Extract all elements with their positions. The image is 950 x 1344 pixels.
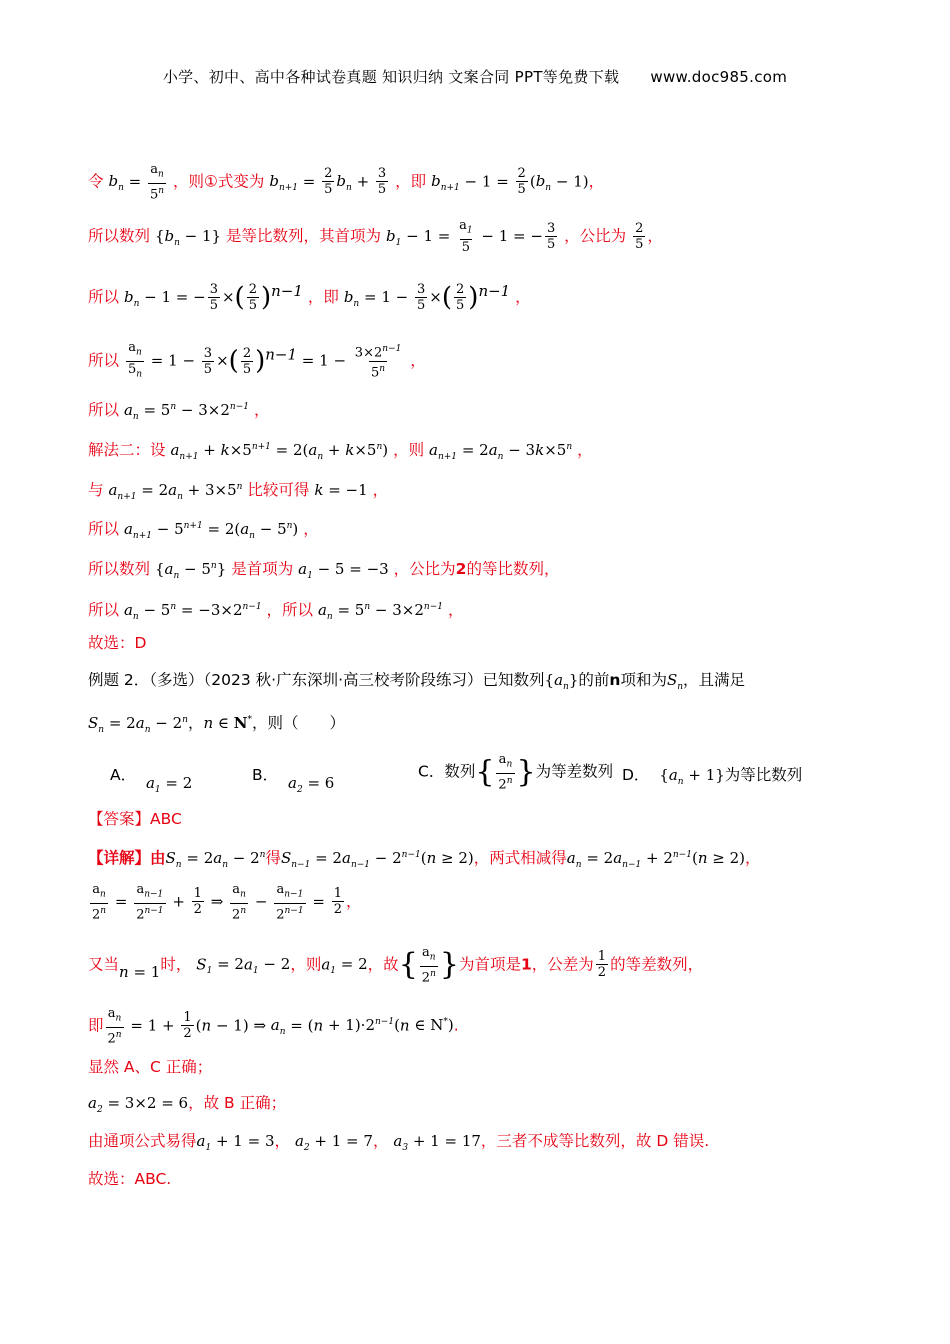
text: ，则 <box>393 441 425 459</box>
text: 【详解】由 <box>88 849 166 867</box>
text: ， <box>372 481 389 499</box>
text: 所以 <box>88 401 120 419</box>
header-title: 小学、初中、高中各种试卷真题 知识归纳 文案合同 PPT等免费下载 <box>162 68 620 86</box>
solution-line-1: 令 $b_n$ = $\frac{a_n}{5^n}$ ，则①式变为 $b_{n+1}$ = $\frac{2}{5}$ $b_n$ + $\frac{3}{5}$ ，即 $b_{n+1} - 1$ = $\frac{2}{5}$ $(b_n - 1)$， <box>88 162 605 202</box>
text: ，两式相减得 <box>473 849 567 867</box>
detail-line-3: 又当n = 1时， $S_1 = 2a_1 - 2$，则$a_1 = 2$，故{ $\frac{a_n}{2^n}$ }为首项是1，公差为 $\frac{1}{2}$ 的等差数列， <box>88 945 704 985</box>
text: ， <box>372 1132 389 1150</box>
text: 又当 <box>88 955 120 974</box>
text: ， <box>647 226 663 245</box>
text: ，则①式变为 <box>172 172 265 191</box>
text: 由通项公式易得 <box>88 1132 197 1150</box>
solution-line-8: 所以 $a_{n+1} - 5^{n+1} = 2(a_n - 5^n)$ ， <box>88 520 319 541</box>
option-c[interactable]: C．数列{ $\frac{a_n}{2^n}$ }为等差数列 <box>418 752 614 792</box>
text: 比较可得 <box>247 481 310 499</box>
option-b[interactable]: B． $a_2 = 6$ <box>252 766 335 795</box>
text: ， <box>745 849 761 867</box>
text: 所以数列 <box>88 226 151 245</box>
text: ，即 <box>307 288 339 307</box>
text: 为等比数列 <box>724 766 803 784</box>
text: 的等差数列， <box>610 955 704 974</box>
text: 的前 <box>578 671 610 689</box>
text: 时， <box>160 955 192 974</box>
text: 令 <box>88 172 104 191</box>
formula: $\frac{a_n}{5^n}$ <box>149 162 165 202</box>
detail-line-4: 即 $\frac{a_n}{2^n}$ = 1 + $\frac{1}{2}$ (n − 1) ⇒ $a_n = (n + 1)\cdot 2^{n-1}(n$ ∈ N*). <box>88 1006 459 1046</box>
text: ， <box>345 892 362 911</box>
text: 解法二：设 <box>88 441 166 459</box>
text: ， <box>588 172 605 191</box>
detail-line-6: $a_2 = 3\times 2 = 6$，故 B 正确； <box>88 1094 287 1115</box>
text: ， <box>410 351 426 370</box>
text: ，三者不成等比数列，故 D 错误. <box>480 1132 710 1150</box>
text: ，且满足 <box>683 671 746 689</box>
text: ， <box>303 520 319 538</box>
text: ， <box>515 288 531 307</box>
text: 所以 <box>88 601 120 619</box>
option-d[interactable]: D． $\{a_n + 1\}$为等比数列 <box>622 766 803 787</box>
text: ，所以 <box>266 601 314 619</box>
text: . <box>453 1016 459 1035</box>
text: C．数列 <box>418 762 476 781</box>
text: ， <box>447 601 464 619</box>
solution-line-6: 解法二：设 $a_{n+1} + k\times 5^{n+1} = 2(a_n + k\times 5^n)$ ，则 $a_{n+1} = 2a_n - 3k\times 5^n$ ， <box>88 441 593 462</box>
example-2-line-1: 例题 2．（多选）（2023 秋·广东深圳·高三校考阶段练习）已知数列$\{a_n\}$的前n项和为$S_n$，且满足 <box>88 671 746 692</box>
text: ， <box>577 441 593 459</box>
detail-line-5: 显然 A、C 正确； <box>88 1058 213 1076</box>
detail-line-8: 故选：ABC. <box>88 1170 172 1188</box>
text: 是首项为 <box>231 560 294 578</box>
text: ，故 B 正确； <box>188 1094 287 1112</box>
solution-line-5: 所以 $a_n = 5^n - 3\times 2^{n-1}$ ， <box>88 401 270 422</box>
text: ，即 <box>395 172 427 191</box>
text: ， <box>253 401 270 419</box>
text: 所以 <box>88 288 120 307</box>
text: 为首项是 <box>458 955 521 974</box>
text: 与 <box>88 481 104 499</box>
solution-line-9: 所以数列 $\{a_n - 5^n\}$ 是首项为 $a_1 - 5 = -3$ ，公比为2的等比数列， <box>88 560 560 581</box>
text: B． <box>252 766 279 784</box>
page-header <box>0 66 950 87</box>
text: 为等差数列 <box>535 762 614 781</box>
text: 的等比数列， <box>466 560 560 578</box>
solution-line-3: 所以 $b_n - 1$ = − $\frac{3}{5}$ ×( $\frac{2}{5}$ )$^{n-1}$ ，即 $b_n = 1$ − $\frac{3}{5}$ ×( $\frac{2}{5}$ )$^{n-1}$ ， <box>88 282 531 314</box>
solution-line-7: 与 $a_{n+1} = 2a_n + 3\times 5^n$ 比较可得 k = −1 ， <box>88 481 389 502</box>
example-2-line-2: $S_n = 2a_n - 2^n$，n ∈ N*，则（ ） <box>88 714 345 735</box>
detail-line-1: 【详解】由$S_n = 2a_n - 2^n$得$S_{n-1} = 2a_{n-1} - 2^{n-1}(n \ge 2)$，两式相减得$a_n = 2a_{n-1} + 2^{n-1}(n \ge 2)$， <box>88 849 761 870</box>
text: 例题 2．（多选）（2023 秋·广东深圳·高三校考阶段练习）已知数列 <box>88 671 545 689</box>
text: ，故 <box>367 955 399 974</box>
text: D． <box>622 766 650 784</box>
text: A． <box>110 766 137 784</box>
text: 2 <box>455 560 467 578</box>
text: ，则 <box>290 955 322 974</box>
solution-line-2: 所以数列 $\{b_n - 1\}$ 是等比数列，其首项为 $b_1 - 1$ = $\frac{a_1}{5}$ − 1 = − $\frac{3}{5}$ ，公比为 $\frac{2}{5}$ ， <box>88 218 663 255</box>
text: ，公比为 <box>393 560 456 578</box>
text: n <box>609 671 621 689</box>
text: ， <box>187 714 204 732</box>
answer-line: 【答案】ABC <box>88 810 182 828</box>
detail-line-7: 由通项公式易得$a_1 + 1 = 3$， $a_2 + 1 = 7$， $a_3 + 1 = 17$，三者不成等比数列，故 D 错误. <box>88 1132 710 1153</box>
text: ，则（ ） <box>251 714 345 732</box>
option-a[interactable]: A． $a_1 = 2$ <box>110 766 193 795</box>
solution-line-11: 故选：D <box>88 634 147 652</box>
text: 所以数列 <box>88 560 151 578</box>
text: 所以 <box>88 520 120 538</box>
text: 1 <box>520 955 532 974</box>
solution-line-4: 所以 $\frac{a_n}{5_n}$ = 1 − $\frac{3}{5}$ ×( $\frac{2}{5}$ )$^{n-1}$ = 1 − $\frac{3\times 2^{n-1}}{5^n}$ ， <box>88 340 426 382</box>
text: ， <box>274 1132 291 1150</box>
detail-line-2: $\frac{a_n}{2^n}$ = $\frac{a_{n-1}}{2^{n-1}}$ + $\frac{1}{2}$ ⇒ $\frac{a_n}{2^n}$ − $\frac{a_{n-1}}{2^{n-1}}$ = $\frac{1}{2}$ ， <box>92 882 362 922</box>
text: 得 <box>265 849 281 867</box>
header-site[interactable]: www.doc985.com <box>650 68 788 86</box>
text: 即 <box>88 1016 104 1035</box>
solution-line-10: 所以 $a_n - 5^n = -3\times 2^{n-1}$ ，所以 $a_n = 5^n - 3\times 2^{n-1}$ ， <box>88 601 464 622</box>
text: ，公差为 <box>531 955 594 974</box>
text: ，公比为 <box>564 226 627 245</box>
text: 所以 <box>88 351 120 370</box>
text: 项和为 <box>620 671 667 689</box>
text: 是等比数列，其首项为 <box>226 226 382 245</box>
